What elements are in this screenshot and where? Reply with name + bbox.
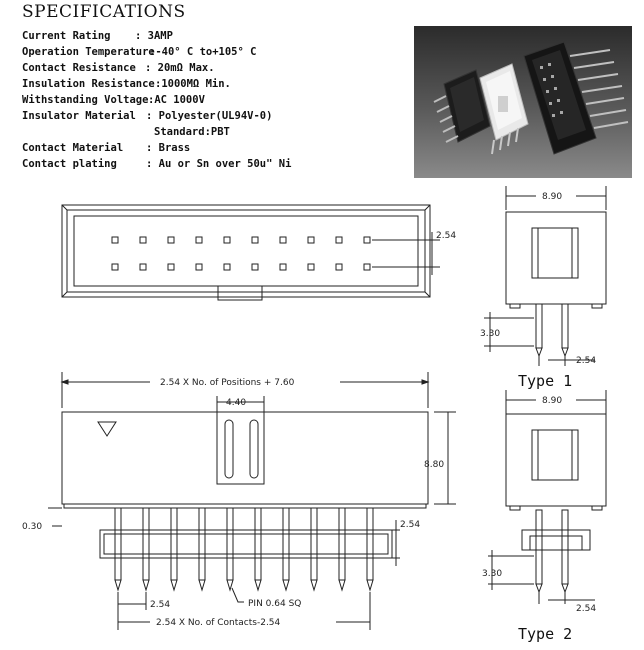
front-view-pins [115, 508, 373, 590]
spec-value-extra: Standard:PBT [154, 126, 230, 138]
top-view-pitch-label: 2.54 [436, 231, 457, 241]
type1-pitch-label: 2.54 [576, 356, 597, 366]
page-title: SPECIFICATIONS [22, 2, 186, 22]
row-spacing-label: 2.54 [400, 520, 421, 530]
spec-value: : Au or Sn over 50u" Ni [146, 158, 292, 170]
type2-view [488, 390, 606, 604]
pin-size-label: PIN 0.64 SQ [248, 599, 302, 609]
pin-spacing-label: 2.54 [150, 600, 171, 610]
spec-value: :-40° C to+105° C [149, 46, 257, 58]
spec-label: Contact Material [22, 142, 124, 154]
spec-value: :AC 1000V [148, 94, 205, 106]
spec-label: Contact Resistance [22, 62, 136, 74]
spec-label: Withstanding Voltage [22, 94, 149, 106]
spec-label: Operation Temperature [22, 46, 155, 58]
spec-value: :1000MΩ Min. [155, 78, 231, 90]
spec-label: Current Rating [22, 30, 111, 42]
type2-pin-length-label: 3.30 [482, 569, 503, 579]
type2-width-label: 8.90 [542, 396, 563, 406]
spec-value: : Polyester(UL94V-0) [146, 110, 273, 122]
spec-value: : 3AMP [135, 30, 173, 42]
front-view [48, 372, 456, 630]
type2-label: Type 2 [518, 625, 573, 643]
contacts-length-label: 2.54 X No. of Contacts-2.54 [156, 618, 281, 628]
type1-width-label: 8.90 [542, 192, 563, 202]
overall-length-label: 2.54 X No. of Positions + 7.60 [160, 378, 295, 388]
key-width-label: 4.40 [226, 398, 247, 408]
top-view-pins [112, 237, 370, 270]
type2-pitch-label: 2.54 [576, 604, 597, 614]
type1-view [484, 186, 606, 366]
spec-value: : Brass [146, 142, 191, 154]
offset-label: 0.30 [22, 522, 43, 532]
spec-label: Contact plating [22, 158, 117, 170]
spec-label: Insulator Material [22, 110, 136, 122]
spec-label: Insulation Resistance [22, 78, 155, 90]
height-label: 8.80 [424, 460, 445, 470]
top-view [62, 205, 440, 300]
type1-label: Type 1 [518, 372, 573, 390]
spec-value: : 20mΩ Max. [145, 62, 215, 74]
type1-pin-length-label: 3.30 [480, 329, 501, 339]
